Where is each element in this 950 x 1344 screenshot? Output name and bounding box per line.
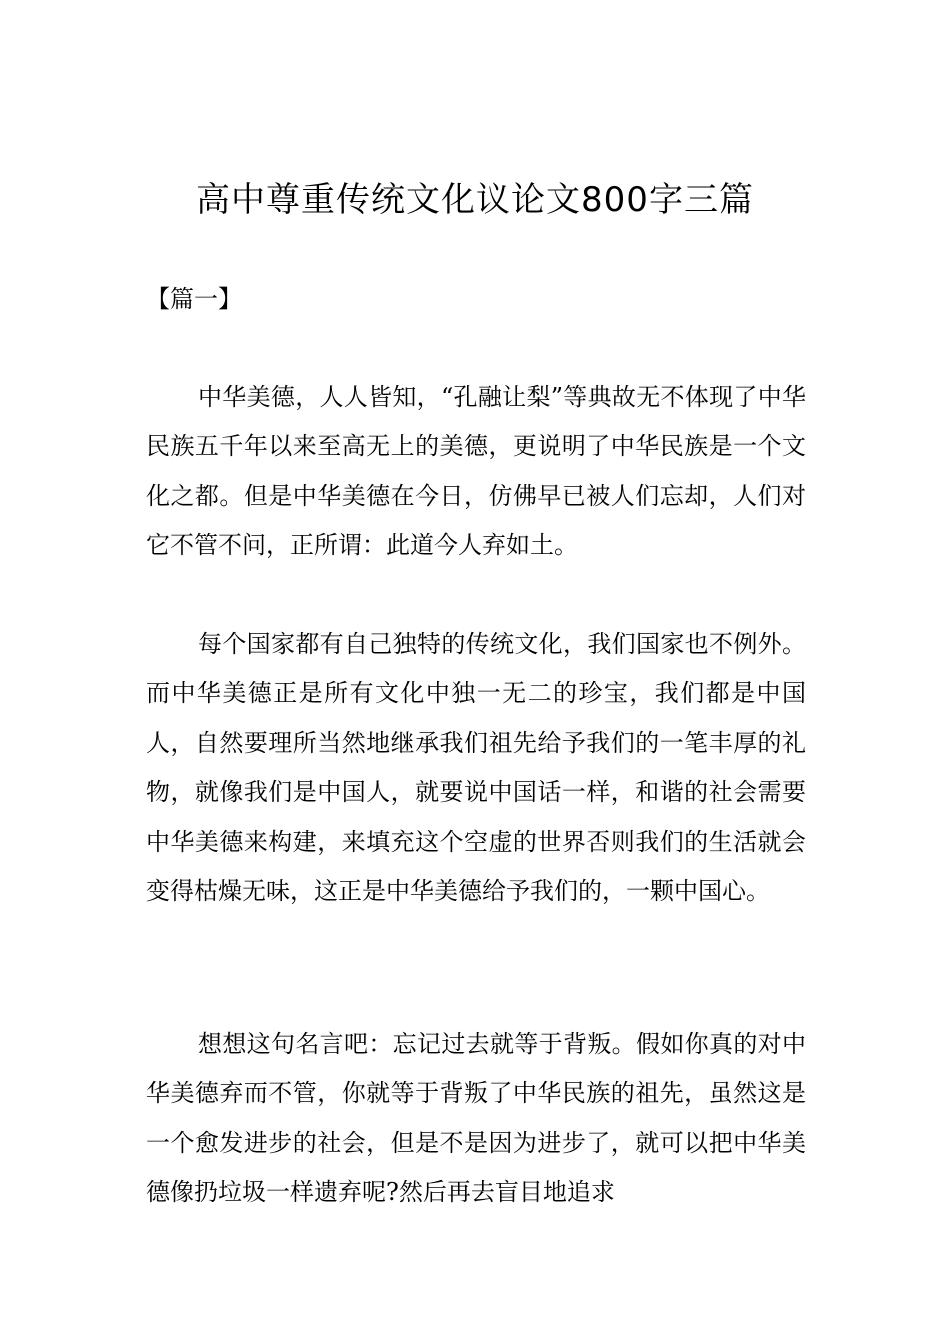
paragraph-1: 中华美德，人人皆知，“孔融让梨”等典故无不体现了中华民族五千年以来至高无上的美德，更说明了中华民族是一个文化之都。但是中华美德在今日，仿佛早已被人们忘却，人们对它不管不问，正所谓：此道今人弃如土。	[146, 383, 806, 560]
document-title: 高中尊重传统文化议论文800字三篇	[196, 180, 754, 220]
paragraph-3: 想想这句名言吧：忘记过去就等于背叛。假如你真的对中华美德弃而不管，你就等于背叛了中华民族的祖先，虽然这是一个愈发进步的社会，但是不是因为进步了，就可以把中华美德像扔垃圾一样遗弃呢?然后再去盲目地追求	[146, 1030, 806, 1207]
section-label: 【篇一】	[146, 285, 242, 313]
paragraph-2: 每个国家都有自己独特的传统文化，我们国家也不例外。而中华美德正是所有文化中独一无二的珍宝，我们都是中国人，自然要理所当然地继承我们祖先给予我们的一笔丰厚的礼物，就像我们是中国人，就要说中国话一样，和谐的社会需要中华美德来构建，来填充这个空虚的世界否则我们的生活就会变得枯燥无味，这正是中华美德给予我们的，一颗中国心。	[146, 630, 806, 906]
